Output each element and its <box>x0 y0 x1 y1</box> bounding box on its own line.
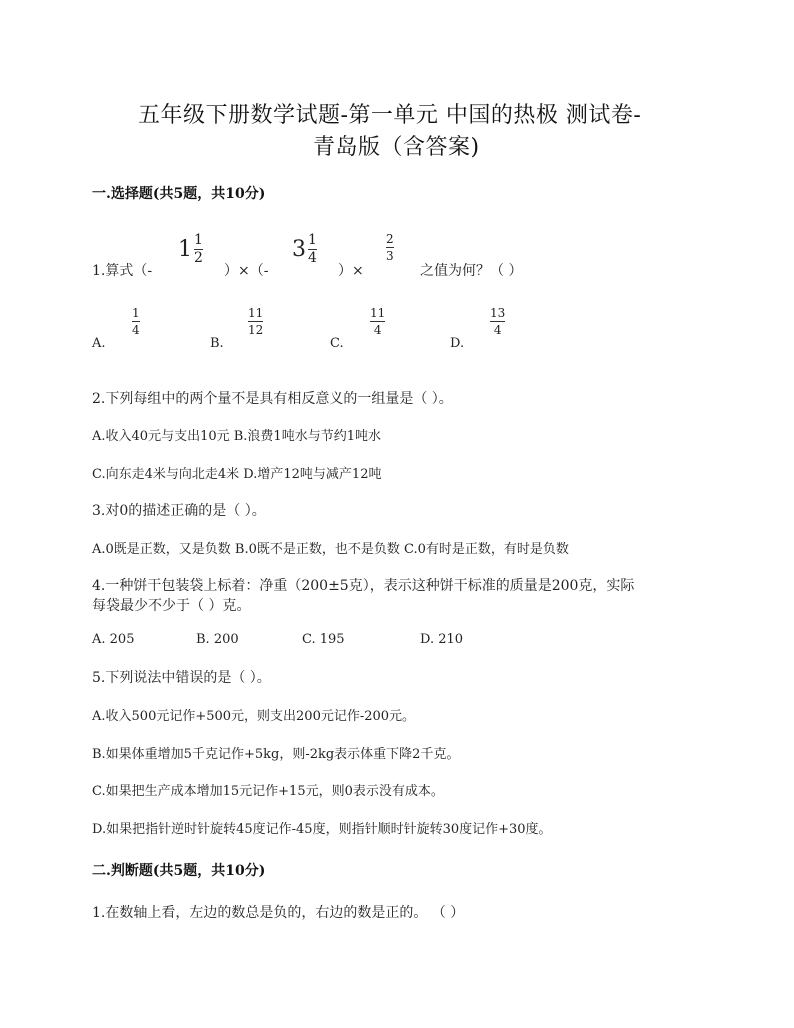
q1-option-d-fraction <box>490 306 505 337</box>
q1-times-2: ）× <box>338 263 364 279</box>
q4-option-d: D. 210 <box>420 632 464 647</box>
q4-stem-line2: 每袋最少不少于（ ）克。 <box>92 598 251 614</box>
q1-term3-fraction <box>386 232 394 263</box>
q4-stem-line1: 4.一种饼干包装袋上标着：净重（200±5克），表示这种饼干标准的质量是200克，实际 <box>92 578 635 594</box>
q1-term1 <box>178 233 203 266</box>
q1-prefix: 1.算式（- <box>92 263 153 279</box>
q1-term2-fraction <box>308 233 317 266</box>
numerator: 1 <box>132 306 140 320</box>
q5-option-d: D.如果把指针逆时针旋转45度记作-45度，则指针顺时针旋转30度记作+30度。 <box>92 822 552 837</box>
q2-stem: 2.下列每组中的两个量不是具有相反意义的一组量是（ ）。 <box>92 391 453 407</box>
q3-options-line1: A.0既是正数，又是负数 B.0既不是正数，也不是负数 C.0有时是正数，有时是负数 <box>92 542 569 557</box>
page-title-line1: 五年级下册数学试题-第一单元 中国的热极 测试卷- <box>138 103 642 128</box>
page-title-line2: 青岛版（含答案) <box>313 135 480 160</box>
denominator: 4 <box>493 323 502 337</box>
q1-option-a-fraction <box>132 306 140 337</box>
fraction-bar <box>132 321 140 322</box>
numerator: 11 <box>370 306 386 320</box>
q5-stem: 5.下列说法中错误的是（ ）。 <box>92 670 271 686</box>
q1-option-a-label: A. <box>92 336 106 351</box>
section-heading-judge: 二.判断题(共5题，共10分) <box>92 863 266 879</box>
numerator: 11 <box>248 306 264 320</box>
q1-suffix: 之值为何？（ ） <box>420 263 523 279</box>
q4-option-a: A. 205 <box>92 632 135 647</box>
q1-term2-whole: 3 <box>292 237 306 262</box>
q2-options-line2: C.向东走4米与向北走4米 D.增产12吨与减产12吨 <box>92 467 382 482</box>
q1-term2 <box>292 233 317 266</box>
q1-option-c-label: C. <box>330 336 344 351</box>
q1-term1-fraction <box>194 233 203 266</box>
q1-term3-numerator: 2 <box>386 232 394 246</box>
denominator: 4 <box>373 323 382 337</box>
q4-option-c: C. 195 <box>302 632 345 647</box>
q1-option-b-fraction <box>248 306 263 337</box>
q5-option-c: C.如果把生产成本增加15元记作+15元，则0表示没有成本。 <box>92 784 444 799</box>
q1-times-1: ）×（- <box>224 263 269 279</box>
q5-option-b: B.如果体重增加5千克记作+5kg，则-2kg表示体重下降2千克。 <box>92 747 460 762</box>
fraction-bar <box>370 321 385 322</box>
q1-option-c-fraction <box>370 306 385 337</box>
q1-term2-denominator: 4 <box>308 250 317 266</box>
fraction-bar <box>248 321 263 322</box>
numerator: 13 <box>490 306 506 320</box>
section-heading-choice: 一.选择题(共5题，共10分) <box>92 186 266 202</box>
q1-term1-denominator: 2 <box>194 250 203 266</box>
q1-term1-whole: 1 <box>178 237 192 262</box>
q3-stem: 3.对0的描述正确的是（ ）。 <box>92 503 266 519</box>
fraction-bar <box>386 247 394 248</box>
q5-option-a: A.收入500元记作+500元，则支出200元记作-200元。 <box>92 709 416 724</box>
q4-option-b: B. 200 <box>196 632 239 647</box>
denominator: 12 <box>248 323 264 337</box>
q2-options-line1: A.收入40元与支出10元 B.浪费1吨水与节约1吨水 <box>92 429 381 444</box>
q1-term2-numerator: 1 <box>308 232 317 248</box>
q1-option-d-label: D. <box>450 336 465 351</box>
q1-term3-denominator: 3 <box>386 249 394 263</box>
q1-term1-numerator: 1 <box>194 232 203 248</box>
q1-option-b-label: B. <box>210 336 224 351</box>
denominator: 4 <box>132 323 140 337</box>
fraction-bar <box>490 321 505 322</box>
judge-q1-stem: 1.在数轴上看，左边的数总是负的，右边的数是正的。 （ ） <box>92 905 465 921</box>
